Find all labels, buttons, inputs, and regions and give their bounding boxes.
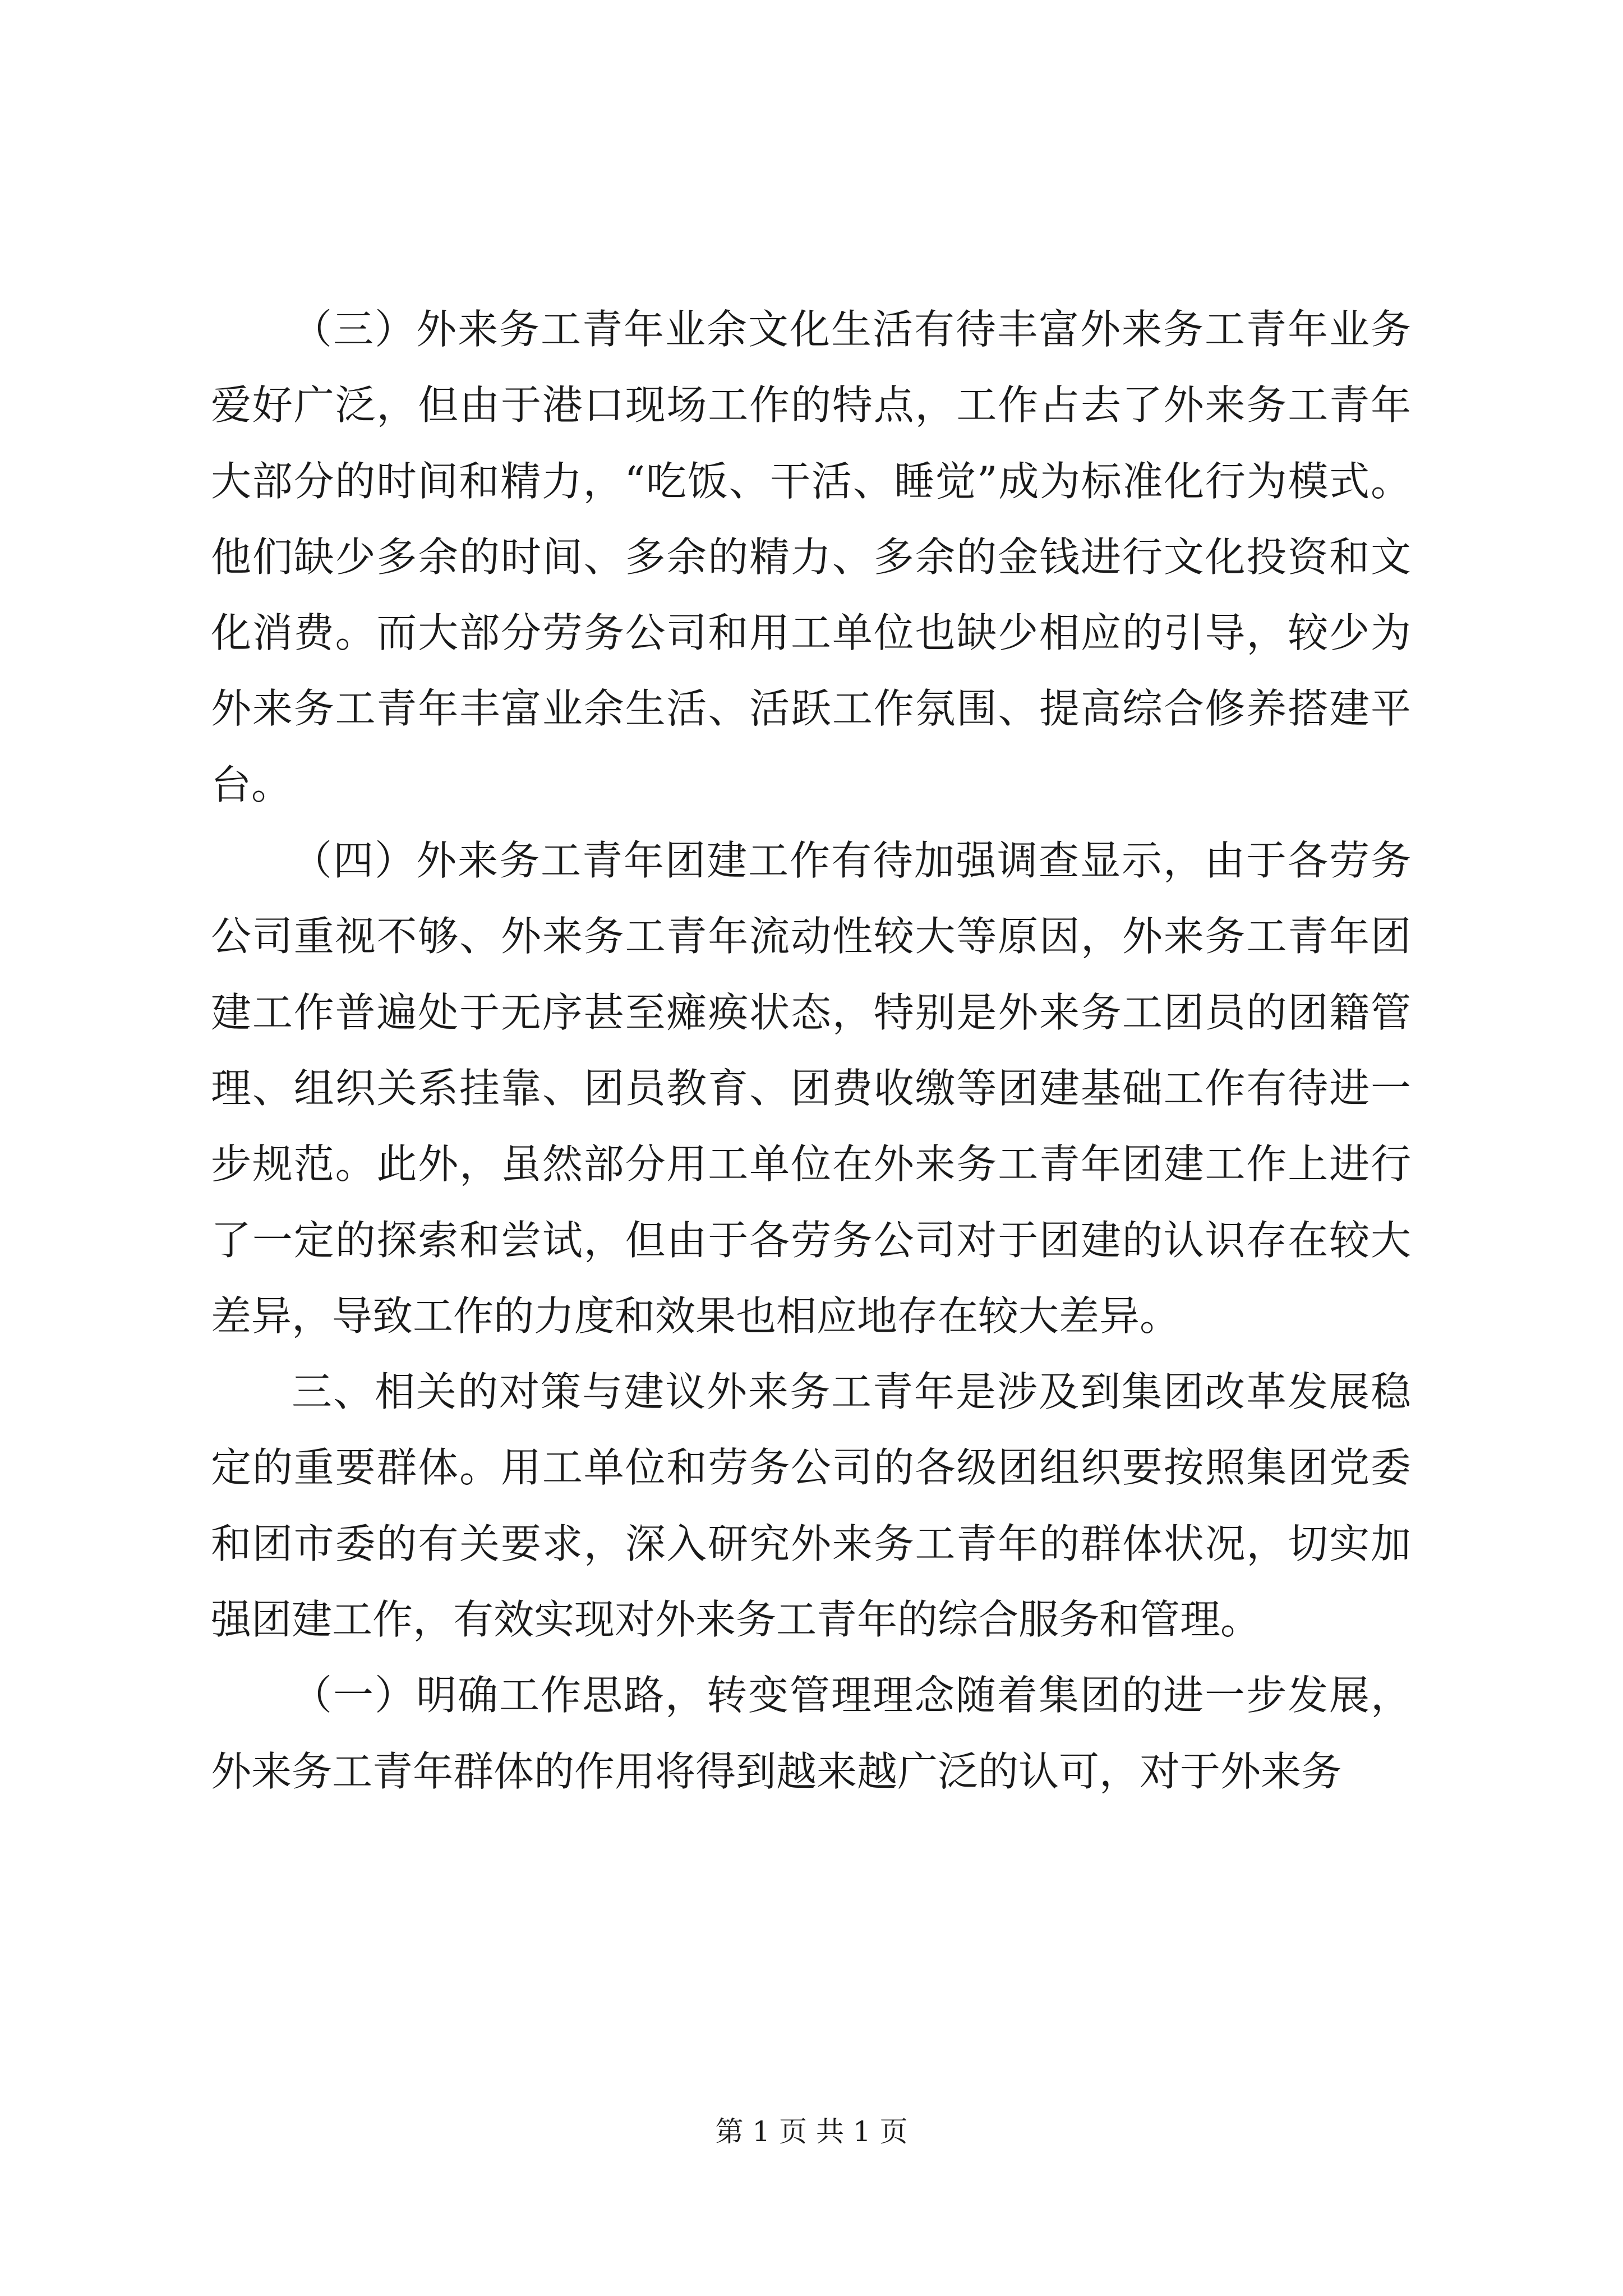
paragraph-section-3: （三）外来务工青年业余文化生活有待丰富外来务工青年业务爱好广泛，但由于港口现场工作的特点，工作占去了外来务工青年大部分的时间和精力，“吃饭、干活、睡觉”成为标准化行为模式。他们缺少多余的时间、多余的精力、多余的金钱进行文化投资和文化消费。而大部分劳务公司和用工单位也缺少相应的引导，较少为外来务工青年丰富业余生活、活跃工作氛围、提高综合修养搭建平台。 <box>211 306 1411 808</box>
paragraph-section-4: （四）外来务工青年团建工作有待加强调查显示，由于各劳务公司重视不够、外来务工青年流动性较大等原因，外来务工青年团建工作普遍处于无序甚至瘫痪状态，特别是外来务工团员的团籍管理、组织关系挂靠、团员教育、团费收缴等团建基础工作有待进一步规范。此外，虽然部分用工单位在外来务工青年团建工作上进行了一定的探索和尝试，但由于各劳务公司对于团建的认识存在较大差异，导致工作的力度和效果也相应地存在较大差异。 <box>211 837 1411 1340</box>
paragraph-subsection-1: （一）明确工作思路，转变管理理念随着集团的进一步发展，外来务工青年群体的作用将得到越来越广泛的认可，对于外来务 <box>211 1672 1411 1795</box>
document-body <box>211 292 1411 1810</box>
page-footer: 第 1 页 共 1 页 <box>715 2115 908 2148</box>
paragraph-countermeasures: 三、相关的对策与建议外来务工青年是涉及到集团改革发展稳定的重要群体。用工单位和劳务公司的各级团组织要按照集团党委和团市委的有关要求，深入研究外来务工青年的群体状况，切实加强团建工作，有效实现对外来务工青年的综合服务和管理。 <box>211 1368 1411 1644</box>
